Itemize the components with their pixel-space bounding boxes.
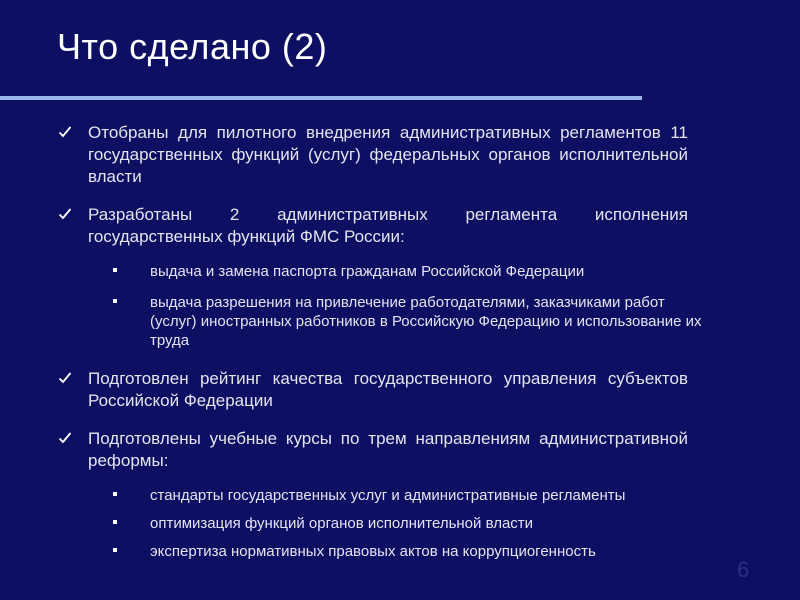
list-item-text: Подготовлен рейтинг качества государственного управления субъектов Российской Федерации [88, 369, 688, 410]
square-bullet-icon [113, 548, 117, 552]
square-bullet-icon [113, 268, 117, 272]
checkmark-icon [58, 371, 72, 385]
title-divider [0, 96, 642, 100]
checkmark-icon [58, 125, 72, 139]
page-number: 6 [737, 557, 750, 582]
sub-list-item [58, 262, 698, 281]
list-item [58, 204, 698, 248]
checkmark-icon [58, 431, 72, 445]
sub-list-item [58, 486, 698, 505]
sub-list-item-text: выдача и замена паспорта гражданам Российской Федерации [150, 263, 585, 280]
square-bullet-icon [113, 299, 117, 303]
square-bullet-icon [113, 520, 117, 524]
sub-list-item [58, 542, 698, 561]
sub-list-item-text: экспертиза нормативных правовых актов на коррупциогенность [150, 543, 596, 560]
list-item-text: Разработаны 2 административных регламента исполнения государственных функций ФМС России: [88, 205, 688, 246]
sub-list-item-text: стандарты государственных услуг и административные регламенты [150, 487, 626, 504]
sub-list-item [58, 514, 698, 533]
list-item [58, 122, 698, 188]
list-item [58, 368, 698, 412]
list-item [58, 428, 698, 472]
slide-title: Что сделано (2) [57, 26, 328, 67]
square-bullet-icon [113, 492, 117, 496]
sub-list-item-text: выдача разрешения на привлечение работодателями, заказчиками работ (услуг) иностранных работников в Российскую Федерацию и использование их труда [150, 294, 702, 349]
checkmark-icon [58, 207, 72, 221]
sub-list-item-text: оптимизация функций органов исполнительной власти [150, 515, 534, 532]
sub-list-item [58, 293, 702, 350]
list-item-text: Отобраны для пилотного внедрения административных регламентов 11 государственных функций (услуг) федеральных органов исполнительной власти [88, 123, 688, 186]
list-item-text: Подготовлены учебные курсы по трем направлениям административной реформы: [88, 429, 688, 470]
slide-content [58, 122, 702, 561]
